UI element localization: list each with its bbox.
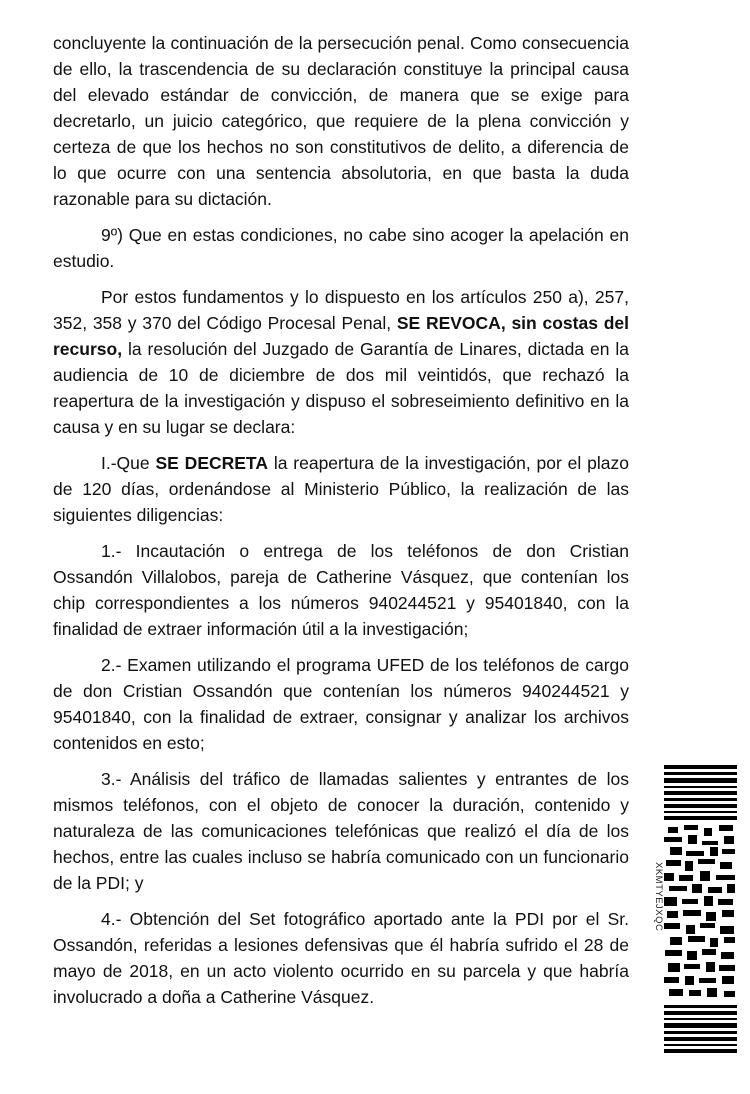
barcode-icon — [664, 765, 737, 1055]
decree-text-a: I.-Que — [101, 453, 156, 473]
decree-text-c: la reapertura de la investigación, por el plazo de 120 días, ordenándose al Ministerio Público, la realización de las siguientes diligencias: — [53, 453, 629, 525]
diligence-item-3: 3.- Análisis del tráfico de llamadas salientes y entrantes de los mismos teléfonos, con el objeto de conocer la duración, contenido y naturaleza de las comunicaciones telefónicas que realizó el día de los hechos, entre las cuales incluso se habría comunicado con un funcionario de la PDI; y — [53, 769, 629, 893]
paragraph-decree — [53, 450, 629, 528]
document-body — [53, 30, 629, 1010]
diligence-item-4: 4.- Obtención del Set fotográfico aportado ante la PDI por el Sr. Ossandón, referidas a lesiones defensivas que él habría sufrido el 28 de mayo de 2018, en un acto violento ocurrido en su parcela y que habría involucrado a doña a Catherine Vásquez. — [53, 909, 629, 1007]
verification-code: XKMTYEJXQC — [653, 862, 664, 932]
paragraph-resolution — [53, 284, 629, 440]
resolution-bold: SE REVOCA, sin costas del recurso, — [53, 313, 629, 359]
paragraph-ninth: 9º) Que en estas condiciones, no cabe sino acoger la apelación en estudio. — [53, 225, 629, 271]
resolution-text-c: la resolución del Juzgado de Garantía de Linares, dictada en la audiencia de 10 de diciembre de dos mil veintidós, que rechazó la reapertura de la investigación y dispuso el sobreseimiento definitivo en la causa y en su lugar se declara: — [53, 339, 629, 437]
paragraph-conclusion: concluyente la continuación de la persecución penal. Como consecuencia de ello, la trascendencia de su declaración constituye la principal causa del elevado estándar de convicción, de manera que se exige para decretarlo, un juicio categórico, que requiere de la plena convicción y certeza de que los hechos no son constitutivos de delito, a diferencia de lo que ocurre con una sentencia absolutoria, en que basta la duda razonable para su dictación. — [53, 33, 629, 209]
diligence-item-1: 1.- Incautación o entrega de los teléfonos de don Cristian Ossandón Villalobos, pareja de Catherine Vásquez, que contenían los chip correspondientes a los números 940244521 y 95401840, con la finalidad de extraer información útil a la investigación; — [53, 541, 629, 639]
diligence-item-2: 2.- Examen utilizando el programa UFED de los teléfonos de cargo de don Cristian Ossandón que contenían los números 940244521 y 95401840, con la finalidad de extraer, consignar y analizar los archivos contenidos en esto; — [53, 655, 629, 753]
resolution-text-a: Por estos fundamentos y lo dispuesto en los artículos 250 a), 257, 352, 358 y 370 del Código Procesal Penal, — [53, 287, 629, 333]
decree-bold: SE DECRETA — [155, 453, 268, 473]
